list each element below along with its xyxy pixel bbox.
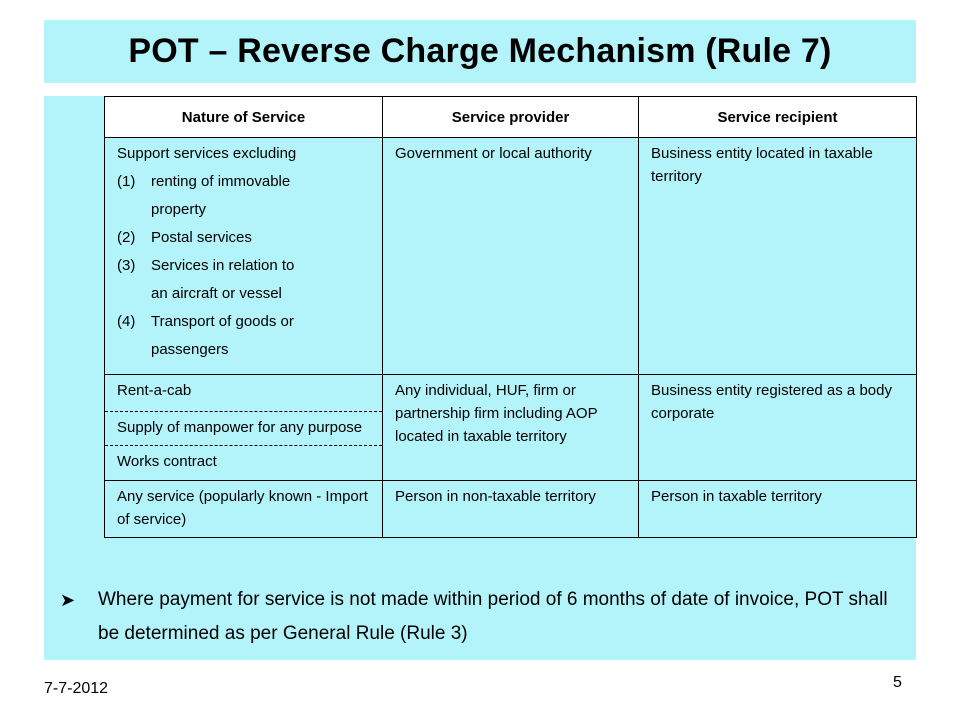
row3-recipient: Person in taxable territory bbox=[639, 481, 917, 538]
row2-nature-a: Rent-a-cab bbox=[105, 375, 383, 412]
footer-date: 7-7-2012 bbox=[44, 680, 109, 697]
list-number: (4) bbox=[117, 313, 136, 330]
list-text: Transport of goods or bbox=[151, 313, 294, 330]
row1-nature-intro: Support services excluding bbox=[117, 145, 297, 162]
slide-title: POT – Reverse Charge Mechanism (Rule 7) bbox=[128, 32, 832, 70]
row1-nature bbox=[105, 138, 383, 375]
note-text: Where payment for service is not made within period of 6 months of date of invoice, POT shall be determined as per General Rule (Rule 3) bbox=[98, 589, 888, 644]
header-recipient: Service recipient bbox=[639, 97, 917, 138]
header-nature: Nature of Service bbox=[105, 97, 383, 138]
row2-nature-c: Works contract bbox=[105, 446, 383, 481]
list-item bbox=[117, 308, 374, 364]
list-text: renting of immovable bbox=[151, 173, 291, 190]
table-row bbox=[105, 138, 917, 375]
row1-provider: Government or local authority bbox=[383, 138, 639, 375]
list-text-cont: passengers bbox=[151, 341, 229, 358]
list-item bbox=[117, 252, 374, 308]
list-number: (1) bbox=[117, 173, 136, 190]
list-text-cont: an aircraft or vessel bbox=[151, 285, 282, 302]
page-number: 5 bbox=[893, 674, 902, 691]
reverse-charge-table bbox=[104, 96, 917, 538]
row2-nature-b: Supply of manpower for any purpose bbox=[105, 412, 383, 446]
title-bar bbox=[44, 20, 916, 83]
row3-provider: Person in non-taxable territory bbox=[383, 481, 639, 538]
list-number: (2) bbox=[117, 229, 136, 246]
row1-recipient: Business entity located in taxable territory bbox=[639, 138, 917, 375]
header-provider: Service provider bbox=[383, 97, 639, 138]
bullet-note bbox=[60, 583, 910, 651]
list-text-cont: property bbox=[151, 201, 207, 218]
list-number: (3) bbox=[117, 257, 136, 274]
row2-recipient: Business entity registered as a body corporate bbox=[639, 375, 917, 481]
row2-provider: Any individual, HUF, firm or partnership firm including AOP located in taxable territory bbox=[383, 375, 639, 481]
table-row bbox=[105, 375, 917, 412]
table-header-row bbox=[105, 97, 917, 138]
list-item bbox=[117, 224, 374, 252]
table-row bbox=[105, 481, 917, 538]
list-text: Postal services bbox=[151, 229, 252, 246]
list-item bbox=[117, 168, 374, 224]
exclusion-list bbox=[117, 168, 374, 364]
row3-nature: Any service (popularly known - Import of service) bbox=[105, 481, 383, 538]
list-text: Services in relation to bbox=[151, 257, 295, 274]
arrow-bullet-icon: ➤ bbox=[60, 590, 76, 610]
